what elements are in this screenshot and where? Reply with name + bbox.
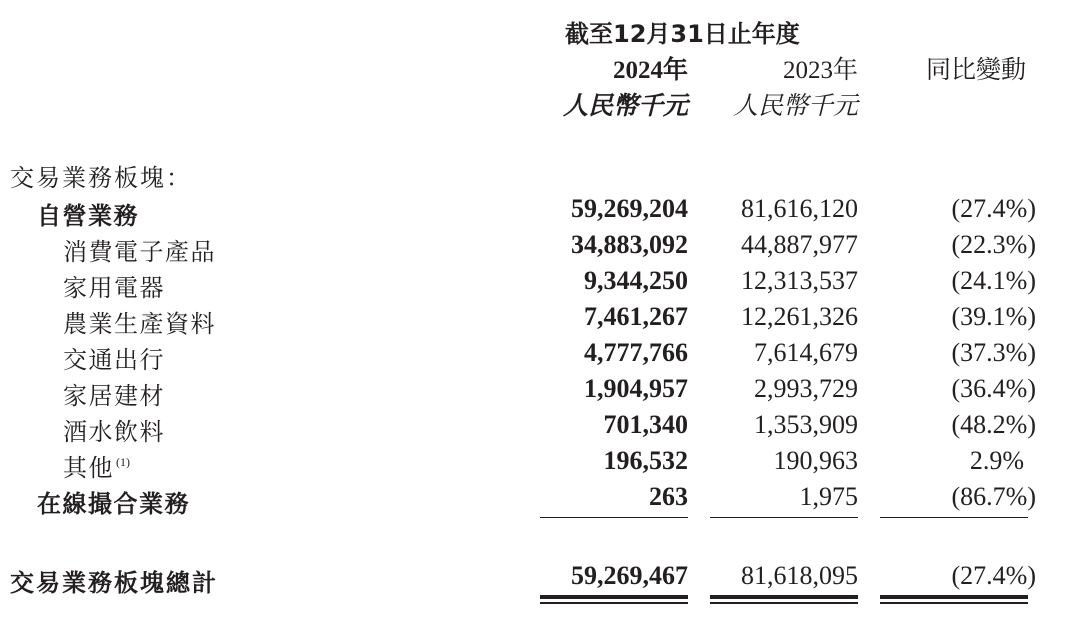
value-yoy: 2.9% <box>969 446 1024 475</box>
value-yoy: (36.4%) <box>951 374 1036 403</box>
total-double-rule-prior <box>710 595 858 599</box>
table-row <box>0 268 1081 304</box>
value-yoy: (86.7%) <box>951 482 1036 511</box>
yoy-change-header: 同比變動 <box>925 55 1026 84</box>
total-double-rule-yoy-lower <box>880 602 1028 604</box>
unit-prior-header: 人民幣千元 <box>732 91 858 120</box>
value-current: 263 <box>649 482 688 511</box>
subtotal-rule-prior <box>710 517 858 518</box>
value-prior: 44,887,977 <box>741 230 858 259</box>
value-yoy: (37.3%) <box>951 338 1036 367</box>
value-current: 7,461,267 <box>584 302 688 331</box>
row-label: 交通出行 <box>63 346 165 374</box>
table-row-self-operated <box>0 196 1081 232</box>
row-label: 農業生產資料 <box>63 310 216 338</box>
value-current: 196,532 <box>603 446 688 475</box>
value-current: 9,344,250 <box>584 266 688 295</box>
row-label: 酒水飲料 <box>63 418 165 446</box>
total-value-yoy: (27.4%) <box>951 561 1036 590</box>
row-label: 家用電器 <box>63 274 165 302</box>
table-row <box>0 376 1081 412</box>
total-value-current: 59,269,467 <box>571 561 688 590</box>
value-prior: 1,975 <box>799 482 858 511</box>
table-row-online-matching <box>0 484 1081 520</box>
total-double-rule-yoy <box>880 595 1028 599</box>
row-label: 消費電子產品 <box>63 238 216 266</box>
value-yoy: (48.2%) <box>951 410 1036 439</box>
value-current: 1,904,957 <box>584 374 688 403</box>
value-yoy: (39.1%) <box>951 302 1036 331</box>
row-label: 家居建材 <box>63 382 165 410</box>
table-row <box>0 340 1081 376</box>
total-double-rule-prior-lower <box>710 602 858 604</box>
table-row <box>0 232 1081 268</box>
table-row <box>0 304 1081 340</box>
year-current-header: 2024年 <box>612 57 688 84</box>
row-label: 自營業務 <box>37 202 139 230</box>
value-current: 34,883,092 <box>571 230 688 259</box>
total-double-rule-current <box>540 595 688 599</box>
table-row <box>0 448 1081 484</box>
value-prior: 190,963 <box>773 446 858 475</box>
value-prior: 12,313,537 <box>741 266 858 295</box>
year-prior-header: 2023年 <box>782 57 858 84</box>
section-title: 交易業務板塊： <box>10 164 192 192</box>
value-prior: 12,261,326 <box>741 302 858 331</box>
row-label: 其他 <box>63 454 114 482</box>
value-prior: 2,993,729 <box>754 374 858 403</box>
period-header: 截至12月31日止年度 <box>565 20 800 48</box>
total-double-rule-current-lower <box>540 602 688 604</box>
row-label: 在線撮合業務 <box>37 490 190 518</box>
footnote-marker: (1) <box>116 455 130 469</box>
table-row <box>0 412 1081 448</box>
value-prior: 1,353,909 <box>754 410 858 439</box>
value-current: 4,777,766 <box>584 338 688 367</box>
value-yoy: (24.1%) <box>951 266 1036 295</box>
value-yoy: (22.3%) <box>951 230 1036 259</box>
subtotal-rule-current <box>540 517 688 518</box>
value-current: 59,269,204 <box>571 194 688 223</box>
subtotal-rule-yoy <box>880 517 1028 518</box>
value-yoy: (27.4%) <box>951 194 1036 223</box>
total-label: 交易業務板塊總計 <box>10 569 218 597</box>
value-prior: 7,614,679 <box>754 338 858 367</box>
unit-current-header: 人民幣千元 <box>562 91 688 120</box>
value-current: 701,340 <box>603 410 688 439</box>
row-label-wrap <box>63 448 130 483</box>
value-prior: 81,616,120 <box>741 194 858 223</box>
total-value-prior: 81,618,095 <box>741 561 858 590</box>
